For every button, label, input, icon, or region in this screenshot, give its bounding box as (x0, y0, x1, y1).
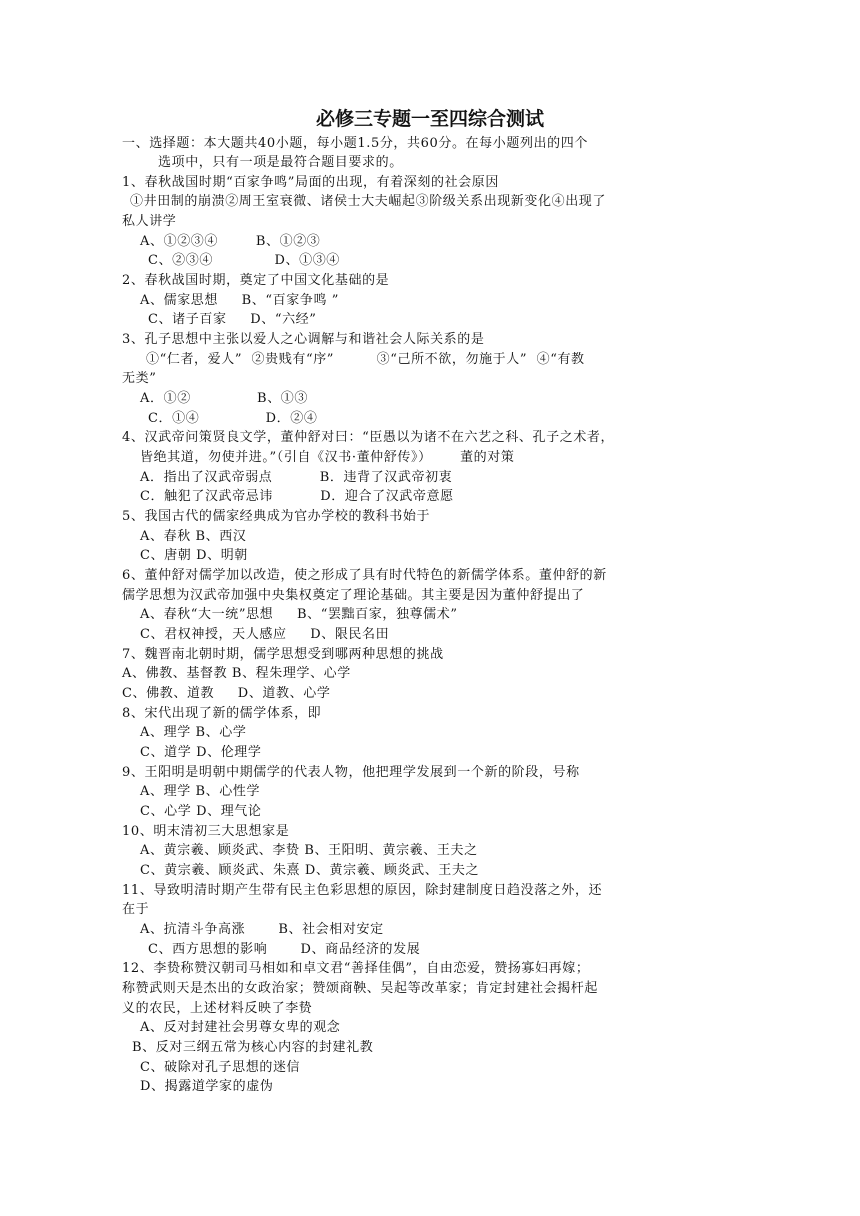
question-12-option-c: C、破除对孔子思想的迷信 (140, 1060, 301, 1075)
question-10-stem: 10、明末清初三大思想家是 (122, 824, 290, 839)
question-3-items: ①“仁者，爱人” ②贵贱有“序” ③“己所不欲，勿施于人” ④“有教 (146, 352, 585, 367)
question-5-options-cd: C、唐朝 D、明朝 (140, 548, 248, 563)
question-6-options-ab: A、春秋“大一统”思想 B、“罢黜百家，独尊儒术” (140, 607, 458, 622)
question-7-stem: 7、魏晋南北朝时期，儒学思想受到哪两种思想的挑战 (122, 647, 444, 662)
question-9-options-cd: C、心学 D、理气论 (140, 804, 262, 819)
question-2-options-cd: C、诸子百家 D、“六经” (148, 312, 317, 327)
question-4-options-cd: C．触犯了汉武帝忌讳 D．迎合了汉武帝意愿 (140, 489, 454, 504)
question-2-stem: 2、春秋战国时期，奠定了中国文化基础的是 (122, 273, 390, 288)
question-12-option-a: A、反对封建社会男尊女卑的观念 (140, 1020, 341, 1035)
question-7-options-ab: A、佛教、基督教 B、程朱理学、心学 (122, 666, 351, 681)
question-3-stem: 3、孔子思想中主张以爱人之心调解与和谐社会人际关系的是 (122, 332, 485, 347)
question-1-items-cont: 私人讲学 (122, 214, 177, 229)
question-11-options-ab: A、抗清斗争高涨 B、社会相对安定 (140, 922, 384, 937)
question-8-options-ab: A、理学 B、心学 (140, 725, 247, 740)
question-12-option-d: D、揭露道学家的虚伪 (140, 1079, 274, 1094)
question-3-options-ab: A．①② B、①③ (140, 391, 308, 406)
question-1-options-cd: C、②③④ D、①③④ (148, 253, 340, 268)
question-8-options-cd: C、道学 D、伦理学 (140, 745, 262, 760)
question-9-options-ab: A、理学 B、心性学 (140, 784, 261, 799)
question-12-stem: 12、李贽称赞汉朝司马相如和卓文君“善择佳偶”，自由恋爱，赞扬寡妇再嫁； (122, 961, 590, 976)
question-11-stem: 11、导致明清时期产生带有民主色彩思想的原因，除封建制度日趋没落之外，还 (122, 883, 603, 898)
exam-title: 必修三专题一至四综合测试 (315, 108, 544, 130)
question-5-stem: 5、我国古代的儒家经典成为官办学校的教科书始于 (122, 509, 431, 524)
question-12-stem-cont-2: 义的农民，上述材料反映了李贽 (122, 1001, 313, 1016)
question-4-stem-cont: 皆绝其道，勿使并进。”（引自《汉书·董仲舒传》） 董的对策 (140, 450, 515, 465)
question-10-options-cd: C、黄宗羲、顾炎武、朱熹 D、黄宗羲、顾炎武、王夫之 (140, 863, 480, 878)
question-3-items-cont: 无类” (122, 371, 157, 386)
section-instruction-line-2: 选项中，只有一项是最符合题目要求的。 (158, 155, 403, 170)
question-9-stem: 9、王阳明是明朝中期儒学的代表人物，他把理学发展到一个新的阶段，号称 (122, 765, 580, 780)
question-11-stem-cont: 在于 (122, 902, 150, 917)
question-6-options-cd: C、君权神授，天人感应 D、限民名田 (140, 627, 390, 642)
question-11-options-cd: C、西方思想的影响 D、商品经济的发展 (148, 942, 421, 957)
question-2-options-ab: A、儒家思想 B、“百家争鸣 ” (140, 293, 340, 308)
question-4-stem: 4、汉武帝问策贤良文学，董仲舒对曰：“臣愚以为诸不在六艺之科、孔子之术者， (122, 430, 615, 445)
question-12-option-b: B、反对三纲五常为核心内容的封建礼教 (132, 1040, 374, 1055)
section-instruction-line-1: 一、选择题：本大题共40小题，每小题1.5分，共60分。在每小题列出的四个 (122, 136, 588, 151)
question-3-options-cd: C．①④ D．②④ (148, 411, 318, 426)
question-6-stem-cont: 儒学思想为汉武帝加强中央集权奠定了理论基础。其主要是因为董仲舒提出了 (122, 588, 585, 603)
question-1-items: ①井田制的崩溃②周王室衰微、诸侯士大夫崛起③阶级关系出现新变化④出现了 (130, 194, 607, 209)
question-4-options-ab: A．指出了汉武帝弱点 B．违背了汉武帝初衷 (140, 470, 453, 485)
question-5-options-ab: A、春秋 B、西汉 (140, 529, 247, 544)
question-7-options-cd: C、佛教、道教 D、道教、心学 (122, 686, 331, 701)
question-10-options-ab: A、黄宗羲、顾炎武、李贽 B、王阳明、黄宗羲、王夫之 (140, 843, 478, 858)
question-12-stem-cont-1: 称赞武则天是杰出的女政治家；赞颂商鞅、吴起等改革家；肯定封建社会揭杆起 (122, 981, 599, 996)
question-8-stem: 8、宋代出现了新的儒学体系，即 (122, 706, 322, 721)
question-1-stem: 1、春秋战国时期“百家争鸣”局面的出现，有着深刻的社会原因 (122, 175, 499, 190)
question-1-options-ab: A、①②③④ B、①②③ (140, 234, 321, 249)
question-6-stem: 6、董仲舒对儒学加以改造，使之形成了具有时代特色的新儒学体系。董仲舒的新 (122, 568, 607, 583)
